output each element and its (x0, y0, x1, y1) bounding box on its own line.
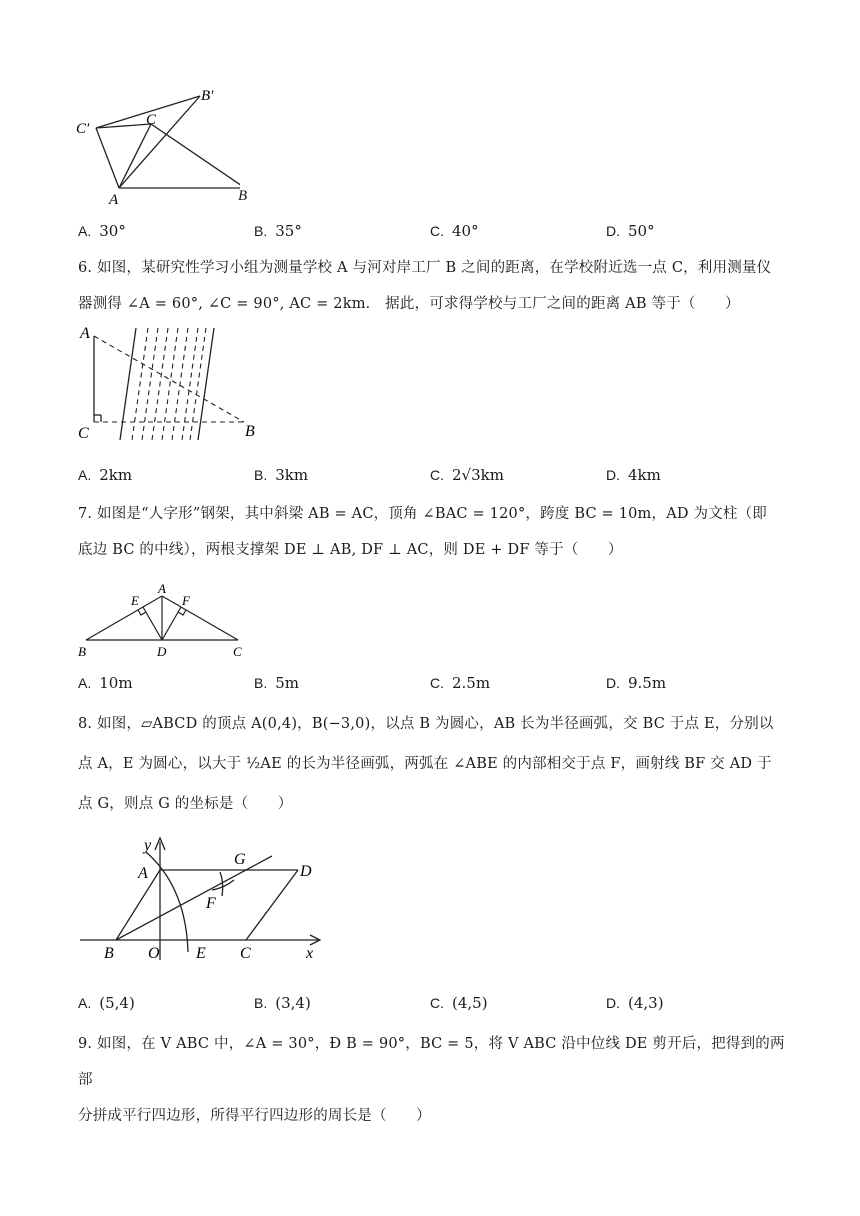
label-d: D (157, 644, 167, 659)
q9-line1: 9. 如图，在 V ABC 中，∠A = 30°，Ð B = 90°，BC = 5，将 V ABC 沿中位线 DE 剪开后，把得到的两部 (78, 1036, 785, 1088)
q6-option-c[interactable]: C. 2√3km (430, 466, 504, 484)
q9-line2: 分拼成平行四边形，所得平行四边形的周长是（ ） (78, 1108, 431, 1124)
q7-line2: 底边 BC 的中线），两根支撑架 DE ⊥ AB, DF ⊥ AC，则 DE + DF 等于（ ） (78, 542, 623, 558)
q7-option-b[interactable]: B. 5m (254, 674, 300, 692)
label-a: A (138, 865, 148, 882)
label-b: B (245, 423, 255, 440)
q6-option-b[interactable]: B. 3km (254, 466, 309, 484)
q9-text (78, 1026, 790, 1134)
q8-option-b[interactable]: B. (3,4) (254, 994, 311, 1012)
label-f: F (206, 895, 216, 912)
q7-line1: 7. 如图是“人字形”钢架，其中斜梁 AB = AC，顶角 ∠BAC = 120°，跨度 BC = 10m，AD 为文柱（即 (78, 506, 768, 522)
label-y: y (144, 837, 152, 854)
q8-line3: 点 G，则点 G 的坐标是（ ） (78, 796, 293, 812)
q8-line2: 点 A，E 为圆心，以大于 ½AE 的长为半径画弧，两弧在 ∠ABE 的内部相交于点 F，画射线 BF 交 AD 于 (78, 756, 772, 772)
q8-option-c[interactable]: C. (4,5) (430, 994, 488, 1012)
label-d: D (300, 863, 312, 880)
label-o: O (148, 945, 160, 962)
q8-option-d[interactable]: D. (4,3) (606, 994, 664, 1012)
label-a: A (80, 325, 90, 342)
label-c: C (146, 112, 157, 128)
q8-figure (74, 832, 324, 964)
q5-figure (70, 80, 240, 210)
label-c: C (240, 945, 251, 962)
label-b: B (238, 188, 248, 204)
label-b: B (104, 945, 114, 962)
q7-figure (76, 580, 252, 660)
label-x: x (306, 945, 314, 962)
label-c-prime: C′ (76, 121, 90, 137)
q6-line2: 器测得 ∠A = 60°, ∠C = 90°, AC = 2km． 据此，可求得学校与工厂之间的距离 AB 等于（ ） (78, 296, 740, 312)
label-b-prime: B′ (201, 88, 214, 104)
q8-text (78, 704, 790, 824)
q6-figure (76, 320, 266, 445)
label-a: A (109, 192, 119, 208)
q6-text (78, 250, 790, 322)
label-e: E (196, 945, 206, 962)
label-f: F (182, 593, 190, 608)
q8-line1: 8. 如图，▱ABCD 的顶点 A(0,4)，B(−3,0)，以点 B 为圆心，AB 长为半径画弧，交 BC 于点 E，分别以 (78, 716, 774, 732)
q8-option-a[interactable]: A. (5,4) (78, 994, 135, 1012)
label-g: G (234, 851, 246, 868)
q6-option-a[interactable]: A. 2km (78, 466, 133, 484)
q7-text (78, 496, 790, 568)
label-c: C (78, 425, 89, 442)
label-b: B (78, 644, 86, 659)
q6-line1: 6. 如图，某研究性学习小组为测量学校 A 与河对岸工厂 B 之间的距离，在学校附近选一点 C，利用测量仪 (78, 260, 772, 276)
q5-option-c[interactable]: C. 40° (430, 222, 479, 240)
q5-option-b[interactable]: B. 35° (254, 222, 302, 240)
q5-option-d[interactable]: D. 50° (606, 222, 655, 240)
label-a: A (158, 581, 166, 596)
label-c: C (233, 644, 242, 659)
q7-option-d[interactable]: D. 9.5m (606, 674, 667, 692)
q5-option-a[interactable]: A. 30° (78, 222, 126, 240)
q7-option-c[interactable]: C. 2.5m (430, 674, 491, 692)
q7-option-a[interactable]: A. 10m (78, 674, 133, 692)
label-e: E (131, 593, 139, 608)
q6-option-d[interactable]: D. 4km (606, 466, 661, 484)
